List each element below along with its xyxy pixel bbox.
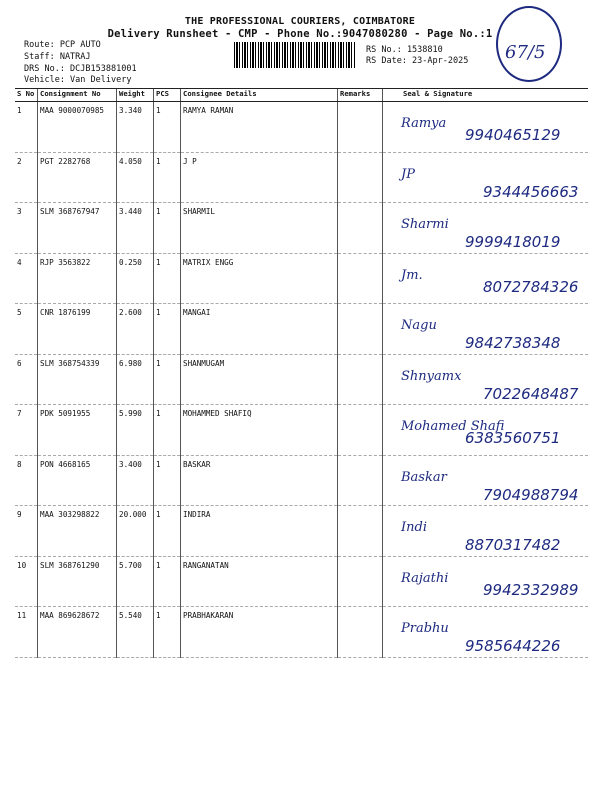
- col-weight: Weight: [117, 89, 154, 102]
- handwritten-signature: Rajathi: [401, 570, 449, 586]
- row-consignment: [38, 405, 117, 456]
- row-consignee: [181, 455, 338, 506]
- row-consignee-text: SHANMUGAM: [183, 358, 225, 368]
- row-sno-text: 8: [17, 459, 22, 469]
- row-signature-cell: [383, 253, 589, 304]
- row-weight-text: 0.250: [119, 257, 142, 267]
- row-sno: [15, 304, 38, 355]
- row-consignment: [38, 152, 117, 203]
- row-weight-text: 4.050: [119, 156, 142, 166]
- runsheet-table: [15, 88, 588, 658]
- row-weight: [117, 607, 154, 658]
- row-signature-cell: [383, 506, 589, 557]
- handwritten-signature: Prabhu: [401, 621, 449, 636]
- row-pcs-text: 1: [156, 611, 161, 620]
- row-consignee: [181, 102, 338, 153]
- handwritten-phone: 6383560751: [465, 429, 561, 447]
- row-sno: [15, 253, 38, 304]
- table-row: [15, 607, 588, 658]
- col-signature: Seal & Signature: [383, 89, 589, 102]
- table-row: [15, 253, 588, 304]
- row-consignment-text: SLM 368754339: [40, 358, 100, 368]
- row-sno: [15, 455, 38, 506]
- row-weight-text: 2.600: [119, 308, 142, 317]
- row-remarks: [338, 304, 383, 355]
- row-sno-text: 5: [17, 308, 22, 317]
- handwritten-signature: Jm.: [401, 267, 423, 283]
- row-weight-text: 3.400: [119, 459, 142, 469]
- row-weight: [117, 455, 154, 506]
- handwritten-phone: 9842738348: [465, 334, 561, 352]
- row-pcs: [154, 556, 181, 607]
- company-title: THE PROFESSIONAL COURIERS, COIMBATORE: [184, 16, 416, 27]
- row-pcs: [154, 607, 181, 658]
- row-remarks: [338, 556, 383, 607]
- row-consignment-text: MAA 9000070985: [40, 106, 105, 115]
- table-row: [15, 152, 588, 203]
- runsheet-subtitle: Delivery Runsheet - CMP - Phone No.:9047080280 - Page No.:1: [107, 28, 493, 40]
- row-pcs: [154, 203, 181, 254]
- row-consignment: [38, 607, 117, 658]
- rs-number: RS No.: 1538810: [366, 45, 443, 55]
- col-sno: S No: [15, 89, 38, 102]
- row-pcs-text: 1: [156, 560, 161, 570]
- row-sno-text: 10: [17, 560, 27, 570]
- row-weight: [117, 203, 154, 254]
- rs-date: RS Date: 23-Apr-2025: [366, 56, 469, 66]
- row-remarks: [338, 455, 383, 506]
- row-pcs: [154, 304, 181, 355]
- row-remarks: [338, 152, 383, 203]
- row-signature-cell: [383, 607, 589, 658]
- row-sno: [15, 203, 38, 254]
- row-consignee: [181, 253, 338, 304]
- row-weight-text: 6.980: [119, 358, 142, 368]
- row-pcs: [154, 506, 181, 557]
- row-weight: [117, 102, 154, 153]
- row-pcs-text: 1: [156, 257, 161, 267]
- row-weight: [117, 405, 154, 456]
- row-signature-cell: [383, 556, 589, 607]
- row-consignment: [38, 203, 117, 254]
- table-row: [15, 405, 588, 456]
- handwritten-signature: Ramya: [401, 116, 447, 131]
- row-weight-text: 3.440: [119, 207, 142, 216]
- row-remarks: [338, 405, 383, 456]
- row-consignee-text: J P: [183, 156, 197, 166]
- row-remarks: [338, 506, 383, 557]
- col-consignee: Consignee Details: [181, 89, 338, 102]
- handwritten-signature: Sharmi: [401, 217, 449, 232]
- row-consignment: [38, 253, 117, 304]
- drs-number: DRS No.: DCJB153881001: [24, 64, 137, 74]
- row-weight-text: 3.340: [119, 106, 142, 115]
- row-sno-text: 3: [17, 207, 22, 216]
- row-consignment-text: RJP 3563822: [40, 257, 91, 267]
- row-consignee: [181, 607, 338, 658]
- vehicle-label: Vehicle: Van Delivery: [24, 75, 132, 85]
- table-row: [15, 354, 588, 405]
- handwritten-signature: Nagu: [401, 318, 437, 333]
- route-label: Route: PCP AUTO: [24, 40, 101, 50]
- row-pcs-text: 1: [156, 358, 161, 368]
- row-sno: [15, 354, 38, 405]
- handwritten-signature: JP: [401, 166, 415, 182]
- row-pcs: [154, 405, 181, 456]
- row-pcs-text: 1: [156, 459, 161, 469]
- row-sno-text: 9: [17, 510, 22, 519]
- row-pcs-text: 1: [156, 106, 161, 115]
- row-pcs-text: 1: [156, 308, 161, 317]
- handwritten-phone: 8870317482: [465, 536, 561, 554]
- row-consignee-text: RAMYA RAMAN: [183, 106, 234, 115]
- row-sno-text: 4: [17, 257, 22, 267]
- row-signature-cell: [383, 304, 589, 355]
- row-sno: [15, 556, 38, 607]
- row-pcs-text: 1: [156, 156, 161, 166]
- row-consignee: [181, 556, 338, 607]
- row-sno-text: 11: [17, 611, 27, 620]
- row-pcs-text: 1: [156, 510, 161, 519]
- row-sno: [15, 506, 38, 557]
- row-sno: [15, 102, 38, 153]
- row-weight: [117, 506, 154, 557]
- row-consignee-text: MATRIX ENGG: [183, 257, 234, 267]
- handwritten-signature: Shnyamx: [401, 368, 462, 384]
- row-weight: [117, 354, 154, 405]
- table-row: [15, 203, 588, 254]
- row-consignee: [181, 354, 338, 405]
- barcode: [234, 42, 356, 68]
- row-weight: [117, 152, 154, 203]
- row-sno-text: 2: [17, 156, 22, 166]
- handwritten-phone: 9585644226: [465, 637, 561, 655]
- handwritten-phone: 9940465129: [465, 126, 561, 144]
- row-signature-cell: [383, 455, 589, 506]
- row-remarks: [338, 607, 383, 658]
- table-row: [15, 102, 588, 153]
- row-consignee: [181, 152, 338, 203]
- row-consignment-text: CNR 1876199: [40, 308, 91, 317]
- row-consignee-text: RANGANATAN: [183, 560, 229, 570]
- row-consignee-text: INDIRA: [183, 510, 211, 519]
- row-consignee: [181, 506, 338, 557]
- row-consignee-text: MANGAI: [183, 308, 211, 317]
- row-consignee-text: MOHAMMED SHAFIQ: [183, 409, 252, 418]
- row-consignment-text: PGT 2282768: [40, 156, 91, 166]
- handwritten-phone: 9942332989: [483, 580, 579, 599]
- row-weight-text: 5.540: [119, 611, 142, 620]
- row-pcs-text: 1: [156, 409, 161, 418]
- row-sno: [15, 607, 38, 658]
- row-signature-cell: [383, 354, 589, 405]
- row-consignment: [38, 354, 117, 405]
- row-sno: [15, 152, 38, 203]
- row-weight-text: 5.700: [119, 560, 142, 570]
- row-sno: [15, 405, 38, 456]
- row-signature-cell: [383, 203, 589, 254]
- row-weight-text: 20.000: [119, 510, 147, 519]
- row-consignment-text: MAA 869628672: [40, 611, 100, 620]
- handwritten-phone: 7904988794: [483, 485, 579, 504]
- row-pcs: [154, 455, 181, 506]
- row-pcs: [154, 354, 181, 405]
- handwritten-phone: 9999418019: [465, 233, 561, 251]
- row-consignee: [181, 405, 338, 456]
- table-header-row: [15, 89, 588, 102]
- handwritten-phone: 9344456663: [483, 182, 579, 201]
- row-signature-cell: [383, 152, 589, 203]
- row-consignment-text: MAA 303298822: [40, 510, 100, 519]
- row-pcs: [154, 253, 181, 304]
- row-consignment: [38, 304, 117, 355]
- row-sno-text: 1: [17, 106, 22, 115]
- col-remarks: Remarks: [338, 89, 383, 102]
- handwritten-phone: 8072784326: [483, 277, 579, 296]
- row-weight: [117, 556, 154, 607]
- row-sno-text: 6: [17, 358, 22, 368]
- row-consignment-text: PON 4668165: [40, 459, 91, 469]
- col-consignment: Consignment No: [38, 89, 117, 102]
- handwritten-signature: Baskar: [401, 469, 447, 485]
- row-consignment: [38, 455, 117, 506]
- col-pcs: PCS: [154, 89, 181, 102]
- table-row: [15, 506, 588, 557]
- table-row: [15, 304, 588, 355]
- row-remarks: [338, 354, 383, 405]
- handwritten-phone: 7022648487: [483, 384, 579, 403]
- row-consignee: [181, 304, 338, 355]
- handwritten-signature: Mohamed Shafi: [401, 419, 505, 434]
- row-weight-text: 5.990: [119, 409, 142, 418]
- row-consignee-text: SHARMIL: [183, 207, 216, 216]
- row-consignment-text: SLM 368767947: [40, 207, 100, 216]
- circle-note-text: 67/5: [505, 42, 546, 63]
- row-remarks: [338, 102, 383, 153]
- row-consignee: [181, 203, 338, 254]
- row-consignment: [38, 506, 117, 557]
- row-pcs: [154, 152, 181, 203]
- row-pcs: [154, 102, 181, 153]
- table-row: [15, 455, 588, 506]
- row-signature-cell: [383, 405, 589, 456]
- row-sno-text: 7: [17, 409, 22, 418]
- row-remarks: [338, 253, 383, 304]
- row-consignment-text: PDK 5091955: [40, 409, 91, 418]
- row-consignee-text: PRABHAKARAN: [183, 611, 234, 620]
- row-consignment: [38, 556, 117, 607]
- row-consignment-text: SLM 368761290: [40, 560, 100, 570]
- staff-label: Staff: NATRAJ: [24, 52, 91, 62]
- handwritten-signature: Indi: [401, 520, 427, 535]
- row-consignee-text: BASKAR: [183, 459, 211, 469]
- row-pcs-text: 1: [156, 207, 161, 216]
- row-signature-cell: [383, 102, 589, 153]
- row-weight: [117, 253, 154, 304]
- table-row: [15, 556, 588, 607]
- row-remarks: [338, 203, 383, 254]
- row-weight: [117, 304, 154, 355]
- row-consignment: [38, 102, 117, 153]
